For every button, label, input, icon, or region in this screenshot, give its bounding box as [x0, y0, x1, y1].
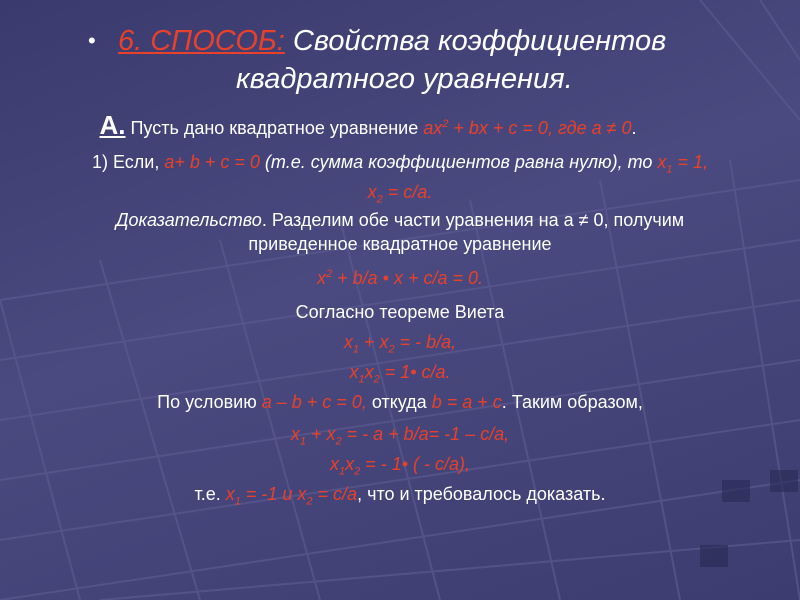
conclusion-roots: $х_1 = -1$ и $х_2 = с/а$ — [225, 484, 358, 508]
vieta-text: Согласно теореме Виета — [295, 302, 505, 322]
title-line-2: квадратного уравнения. — [236, 63, 573, 95]
condition-eq: а – b + c = 0, — [261, 392, 367, 412]
section-a-line — [0, 110, 768, 141]
section-text: Пусть дано квадратное уравнение — [125, 118, 424, 138]
bullet-icon: • — [88, 28, 96, 53]
condition-line: По условию а – b + c = 0, откуда b = а + с. Таким образом, — [157, 392, 643, 412]
reduced-equation: $x^2 + b/a$ • x + c/a = 0. — [316, 268, 483, 288]
condition-sum: $x_1 + x_2$ = - а + b/a= -1 – c/a, — [290, 424, 510, 448]
proof-label: Доказательство — [115, 210, 262, 230]
condition-eq2: b = а + с — [431, 392, 502, 412]
section-letter: А. — [99, 110, 126, 140]
root1: $x_1 = 1$, — [657, 152, 709, 176]
proof-line2: приведенное квадратное уравнение — [248, 234, 552, 254]
equation-general: $ax^2$ + bx + c = 0, где а ≠ 0 — [423, 118, 632, 138]
section-end: . — [631, 118, 637, 138]
case1-line1: 1) Если, а+ b + c = 0 (т.е. сумма коэффициентов равна нулю), то $x_1 = 1$, — [91, 152, 709, 176]
proof-line1: Доказательство. Разделим обе части уравнения на а ≠ 0, получим — [115, 210, 685, 230]
root2: $x_2 = c/a$. — [367, 182, 433, 206]
title-line-1 — [96, 25, 666, 57]
case1-condition: а+ b + c = 0 — [164, 152, 260, 172]
conclusion-line: т.е. $х_1 = -1$ и $х_2 = с/а$, что и требовалось доказать. — [194, 484, 606, 508]
condition-product: $x_1x_2$ = - 1• ( - c/a), — [329, 454, 471, 478]
vieta-sum: $x_1 + x_2$ = - b/a, — [343, 332, 457, 356]
title-heading: 6. СПОСОБ: — [118, 25, 285, 57]
title-text: Свойства коэффициентов — [284, 25, 667, 57]
case1-line2 — [0, 182, 800, 206]
vieta-product: $x_1x_2$ = 1• c/a. — [349, 362, 451, 386]
slide-title — [88, 22, 776, 98]
